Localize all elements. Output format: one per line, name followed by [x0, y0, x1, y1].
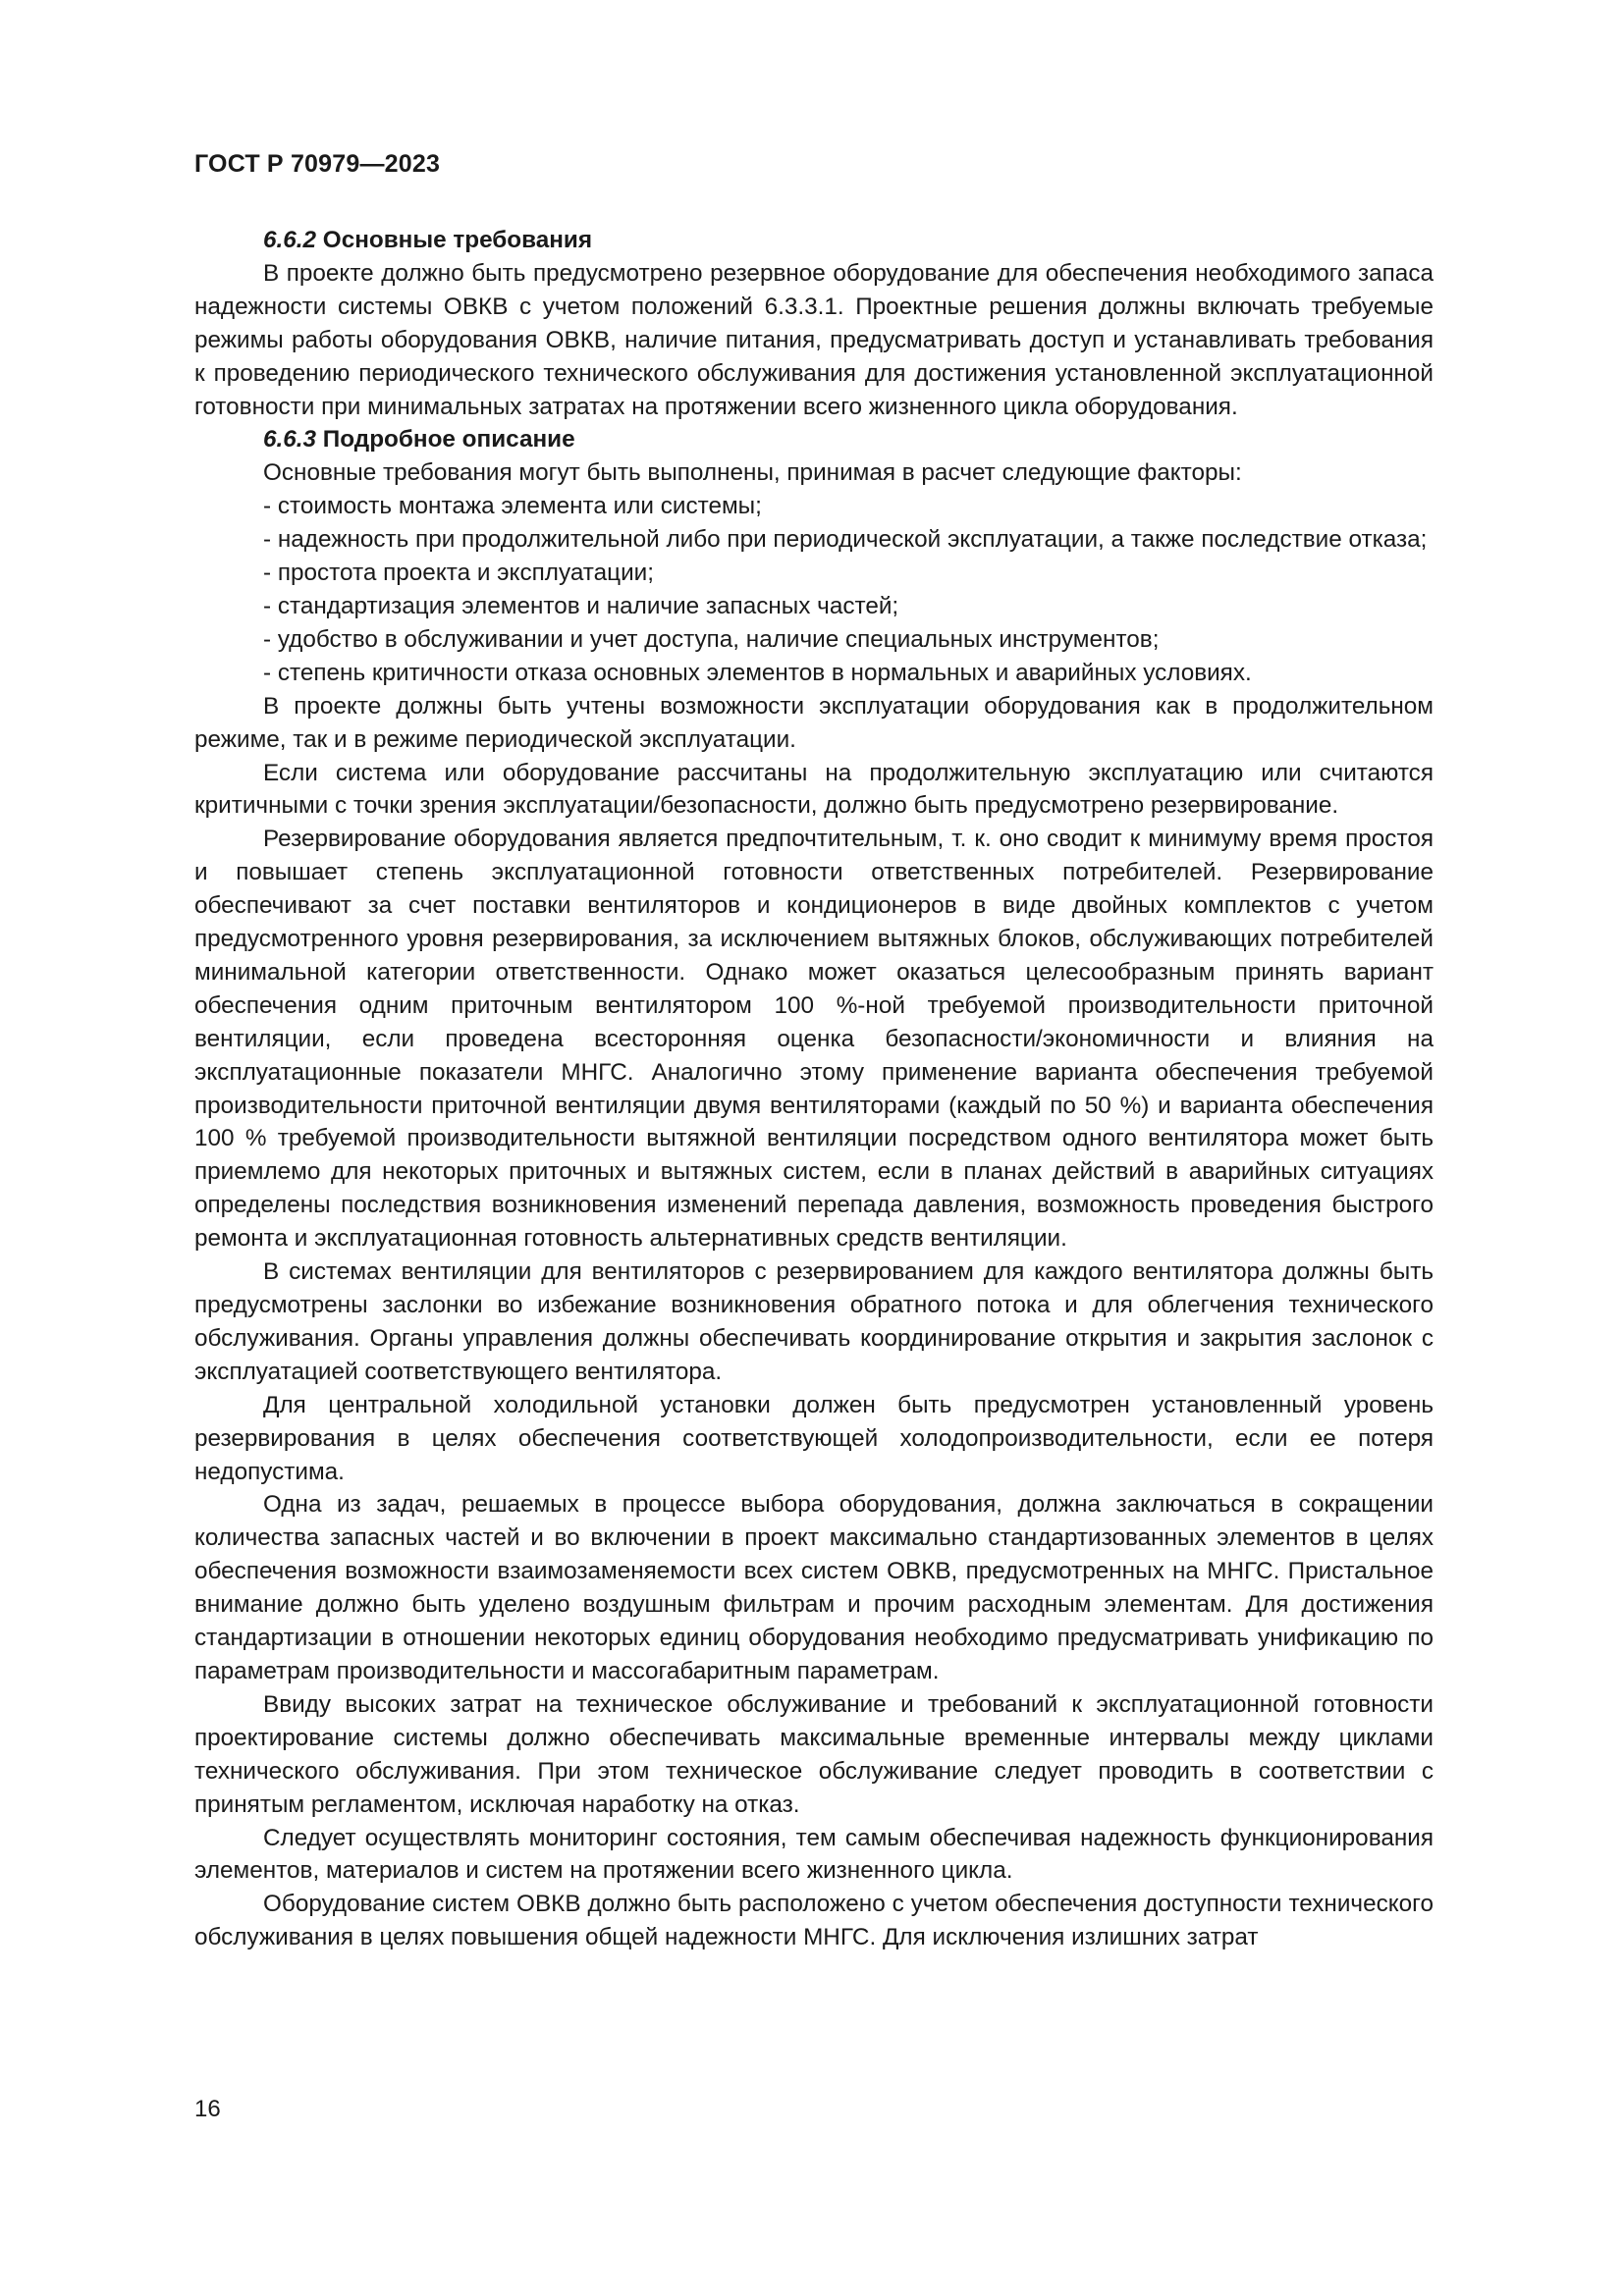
paragraph: Если система или оборудование рассчитаны на продолжительную эксплуатацию или считаются критичными с точки зрения эксплуатации/безопасности, должно быть предусмотрено резервирование. — [194, 759, 1434, 820]
list-item: - простота проекта и эксплуатации; — [263, 560, 654, 587]
list-item: - степень критичности отказа основных элементов в нормальных и аварийных условиях. — [263, 659, 1252, 686]
section-title: Подробное описание — [316, 426, 575, 454]
paragraph: В проекте должны быть учтены возможности эксплуатации оборудования как в продолжительном режиме, так и в режиме периодической эксплуатации. — [194, 692, 1434, 753]
list-item: - надежность при продолжительной либо при периодической эксплуатации, а также последствие отказа; — [263, 526, 1428, 554]
section-number: 6.6.2 — [263, 227, 317, 253]
paragraph: Одна из задач, решаемых в процессе выбора оборудования, должна заключаться в сокращении количества запасных частей и во включении в проект максимально стандартизованных элементов в целях обеспечения возможности взаимозаменяемости всех систем ОВКВ, предусмотренных на МНГС. Пристальное внимание должно быть уделено воздушным фильтрам и прочим расходным элементам. Для достижения стандартизации в отношении некоторых единиц оборудования необходимо предусматривать унификацию по параметрам производительности и массогабаритным параметрам. — [194, 1491, 1434, 1684]
section-6-6-3-heading — [194, 423, 1434, 456]
document-body — [194, 224, 1434, 1954]
paragraph: Оборудование систем ОВКВ должно быть расположено с учетом обеспечения доступности технического обслуживания в целях повышения общей надежности МНГС. Для исключения излишних затрат — [194, 1891, 1434, 1951]
paragraph: Следует осуществлять мониторинг состояния, тем самым обеспечивая надежность функционирования элементов, материалов и систем на протяжении всего жизненного цикла. — [194, 1824, 1434, 1885]
page-number: 16 — [194, 2096, 221, 2122]
section-title: Основные требования — [316, 227, 593, 253]
paragraph: Основные требования могут быть выполнены, принимая в расчет следующие факторы: — [263, 459, 1242, 487]
section-6-6-2-heading — [194, 224, 1434, 257]
list-item: - стоимость монтажа элемента или системы; — [263, 493, 762, 520]
document-header: ГОСТ Р 70979—2023 — [194, 150, 441, 178]
list-item: - удобство в обслуживании и учет доступа, наличие специальных инструментов; — [263, 625, 1160, 653]
paragraph: В проекте должно быть предусмотрено резервное оборудование для обеспечения необходимого запаса надежности системы ОВКВ с учетом положений 6.3.3.1. Проектные решения должны включать требуемые режимы работы оборудования ОВКВ, наличие питания, предусматривать доступ и устанавливать требования к проведению периодического технического обслуживания для достижения установленной эксплуатационной готовности при минимальных затратах на протяжении всего жизненного цикла оборудования. — [194, 259, 1434, 420]
paragraph: Ввиду высоких затрат на техническое обслуживание и требований к эксплуатационной готовности проектирование системы должно обеспечивать максимальные временные интервалы между циклами технического обслуживания. При этом техническое обслуживание следует проводить в соответствии с принятым регламентом, исключая наработку на отказ. — [194, 1690, 1434, 1818]
paragraph: Резервирование оборудования является предпочтительным, т. к. оно сводит к минимуму время простоя и повышает степень эксплуатационной готовности ответственных потребителей. Резервирование обеспечивают за счет поставки вентиляторов и кондиционеров в виде двойных комплектов с учетом предусмотренного уровня резервирования, за исключением вытяжных блоков, обслуживающих потребителей минимальной категории ответственности. Однако может оказаться целесообразным принять вариант обеспечения одним приточным вентилятором 100 %-ной требуемой производительности приточной вентиляции, если проведена всесторонняя оценка безопасности/экономичности и влияния на эксплуатационные показатели МНГС. Аналогично этому применение варианта обеспечения требуемой производительности приточной вентиляции двумя вентиляторами (каждый по 50 %) и варианта обеспечения 100 % требуемой производительности вытяжной вентиляции посредством одного вентилятора может быть приемлемо для некоторых приточных и вытяжных систем, если в планах действий в аварийных ситуациях определены последствия возникновения изменений перепада давления, возможность проведения быстрого ремонта и эксплуатационная готовность альтернативных средств вентиляции. — [194, 826, 1434, 1253]
paragraph: В системах вентиляции для вентиляторов с резервированием для каждого вентилятора должны быть предусмотрены заслонки во избежание возникновения обратного потока и для облегчения технического обслуживания. Органы управления должны обеспечивать координирование открытия и закрытия заслонок с эксплуатацией соответствующего вентилятора. — [194, 1258, 1434, 1385]
section-number: 6.6.3 — [263, 426, 317, 454]
paragraph: Для центральной холодильной установки должен быть предусмотрен установленный уровень резервирования в целях обеспечения соответствующей холодопроизводительности, если ее потеря недопустима. — [194, 1391, 1434, 1485]
list-item: - стандартизация элементов и наличие запасных частей; — [263, 592, 899, 619]
